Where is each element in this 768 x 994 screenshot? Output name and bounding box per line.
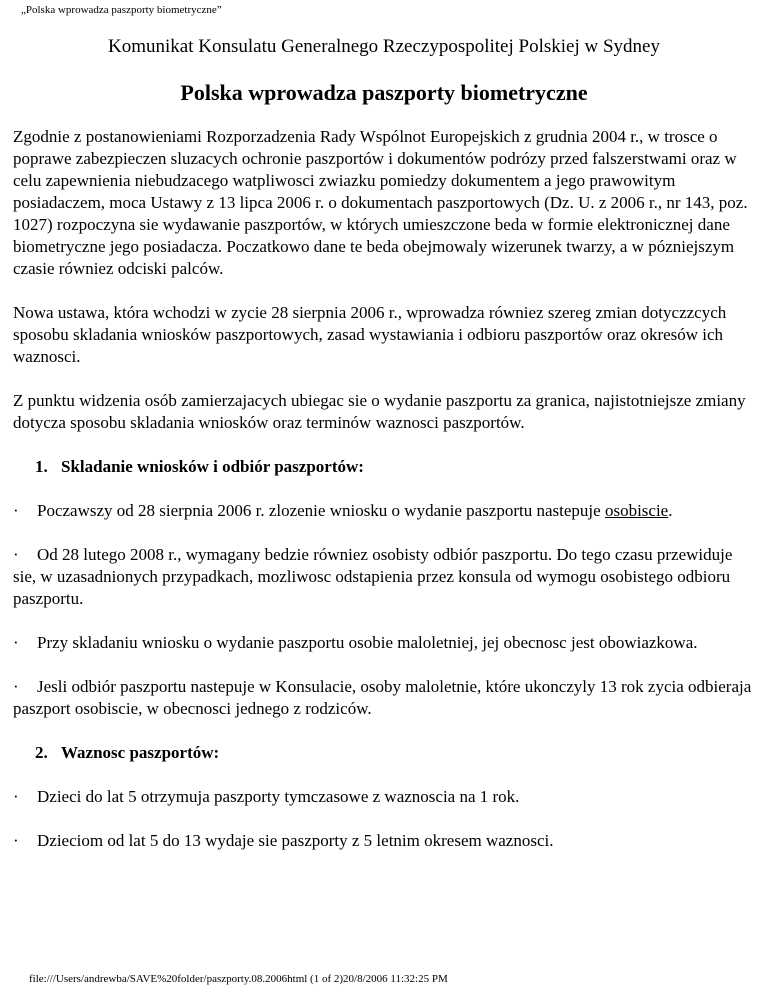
underlined-text: osobiscie xyxy=(604,501,669,520)
section-1-bullet-4: · Jesli odbiór paszportu nastepuje w Konsulacie, osoby maloletnie, które ukonczyly 13 rok zycia odbieraja paszport osobiscie, w obecnosci jednego z rodziców. xyxy=(13,677,752,718)
document-title: Polska wprowadza paszporty biometryczne xyxy=(180,80,588,105)
section-2-bullet-1: · Dzieci do lat 5 otrzymuja paszporty tymczasowe z waznoscia na 1 rok. xyxy=(13,787,520,806)
page-footer-path: file:///Users/andrewba/SAVE%20folder/paszporty.08.2006html (1 of 2)20/8/2006 11:32:25 PM xyxy=(29,973,448,985)
section-1-number: 1. xyxy=(35,457,48,476)
section-1-bullet-3: · Przy skladaniu wniosku o wydanie paszportu osobie maloletniej, jej obecnosc jest obowiazkowa. xyxy=(13,633,698,652)
section-2-title: Waznosc paszportów: xyxy=(61,743,220,762)
bullet-icon: · xyxy=(13,545,19,564)
page-header-title: „Polska wprowadza paszporty biometryczne” xyxy=(21,4,222,16)
section-1-heading xyxy=(13,456,758,478)
paragraph-new-law: Nowa ustawa, która wchodzi w zycie 28 sierpnia 2006 r., wprowadza równiez szereg zmian dotyczzcych sposobu skladania wniosków paszportowych, zasad wystawiania i odbioru paszportów oraz okresów ich waznosci. xyxy=(13,303,727,366)
bullet-icon: · xyxy=(13,787,19,806)
bullet-icon: · xyxy=(13,831,19,850)
paragraph-intro: Zgodnie z postanowieniami Rozporzadzenia Rady Wspólnot Europejskich z grudnia 2004 r., w trosce o poprawe zabezpieczen sluzacych ochronie paszportów i dokumentów podrózy przed falszerstwami oraz w celu zapewnienia niebudzacego watpliwosci zwiazku pomiedzy dokumentem a jego prawowitym posiadaczem, moca Ustawy z 13 lipca 2006 r. o dokumentach paszportowych (Dz. U. z 2006 r., nr 143, poz. 1027) rozpoczyna sie wydawanie paszportów, w których umieszczone beda w formie elektronicznej dane biometryczne jego posiadacza. Poczatkowo dane te beda obejmowaly wizerunek twarzy, a w pózniejszym czasie równiez odciski palców. xyxy=(13,127,748,278)
consulate-heading: Komunikat Konsulatu Generalnego Rzeczypospolitej Polskiej w Sydney xyxy=(108,36,660,57)
section-2-heading xyxy=(13,742,758,764)
section-2-number: 2. xyxy=(35,743,48,762)
section-1-bullet-1: · Poczawszy od 28 sierpnia 2006 r. zlozenie wniosku o wydanie paszportu nastepuje osobiscie. xyxy=(13,501,673,520)
bullet-icon: · xyxy=(13,501,19,520)
paragraph-key-changes: Z punktu widzenia osób zamierzajacych ubiegac sie o wydanie paszportu za granica, najistotniejsze zmiany dotycza sposobu skladania wniosków oraz terminów waznosci paszportów. xyxy=(13,391,746,432)
section-1-bullet-2: · Od 28 lutego 2008 r., wymagany bedzie równiez osobisty odbiór paszportu. Do tego czasu przewiduje sie, w uzasadnionych przypadkach, mozliwosc odstapienia przez konsula od wymogu osobistego odbioru paszportu. xyxy=(13,545,733,608)
section-1-title: Skladanie wniosków i odbiór paszportów: xyxy=(61,457,364,476)
document-body xyxy=(13,126,758,874)
section-2-bullet-2: · Dzieciom od lat 5 do 13 wydaje sie paszporty z 5 letnim okresem waznosci. xyxy=(13,831,554,850)
bullet-icon: · xyxy=(13,633,19,652)
bullet-icon: · xyxy=(13,677,19,696)
